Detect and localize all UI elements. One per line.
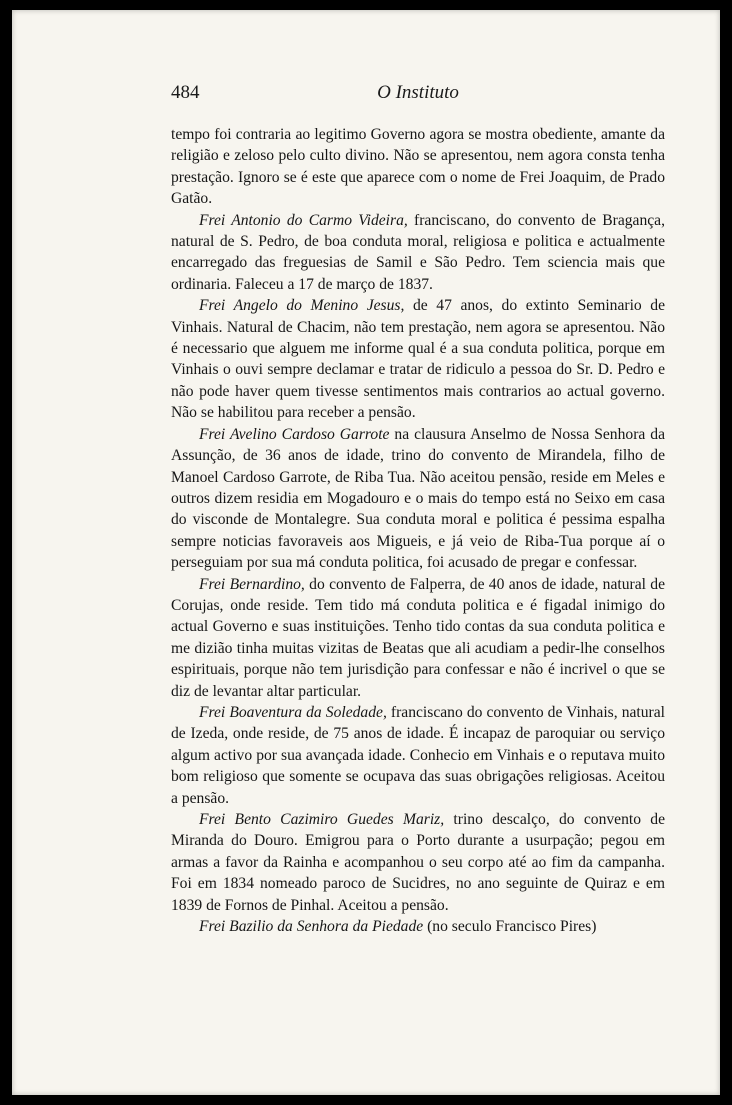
paragraph-text: na clausura Anselmo de Nossa Senhora da Assunção, de 36 anos de idade, trino do convento de Mirandela, filho de Manoel Cardoso Garrote, de Riba Tua. Não aceitou pensão, reside em Meles e outros dizem residia em Mogadouro e o mais do tempo está no Seixo em casa do visconde de Montalegre. Sua conduta moral e politica é pessima espalha sempre noticias favoraveis aos Migueis, e já veio de Riba-Tua porque aí o perseguiam por sua má conduta politica, foi acusado de pregar e confessar. — [171, 425, 665, 572]
friar-name: Frei Bento Cazimiro Guedes Mariz, — [199, 811, 445, 828]
paragraph — [171, 295, 665, 423]
friar-name: Frei Antonio do Carmo Videira, — [199, 211, 408, 229]
friar-name: Frei Bernardino, — [199, 575, 305, 593]
paragraph — [171, 124, 665, 210]
friar-name: Frei Bazilio da Senhora da Piedade — [199, 918, 424, 936]
paragraph-text: tempo foi contraria ao legitimo Governo agora se mostra obediente, amante da religião e zeloso pelo culto divino. Não se apresentou, nem agora consta tenha prestação. Ignoro se é este que aparece com o nome de Frei Joaquim, de Prado Gatão. — [171, 126, 665, 208]
friar-name: Frei Avelino Cardoso Garrote — [199, 425, 390, 443]
running-head: O Instituto — [377, 82, 459, 103]
paragraph — [171, 809, 665, 916]
friar-name: Frei Angelo do Menino Jesus, — [199, 297, 405, 315]
friar-name: Frei Boaventura da Soledade, — [199, 703, 387, 721]
paragraph — [171, 574, 665, 702]
paragraph — [171, 702, 665, 809]
paragraph — [171, 424, 665, 574]
paragraph — [171, 210, 665, 296]
paragraph-text: do convento de Falperra, de 40 anos de idade, natural de Corujas, onde reside. Tem tido má conduta politica e é figadal inimigo do actual Governo e suas instituições. Tenho tido contas da sua conduta politica e me dizião tinha muitas vizitas de Beatas que ali acudiam a pedir-lhe conselhos espirituais, porque não tem jurisdição para confessar e não é incrivel o que se diz de levantar altar particular. — [171, 575, 666, 700]
scanned-page — [12, 10, 720, 1095]
paragraph-text: de 47 anos, do extinto Seminario de Vinhais. Natural de Chacim, não tem prestação, nem agora se apresentou. Não é necessario que alguem me informe qual é a sua conduta politica, porque em Vinhais o ouvi sempre declamar e tratar de ridiculo a pessoa do Sr. D. Pedro e não pode haver quem tivesse sentimentos mais contrarios ao actual governo. Não se habilitou para receber a pensão. — [171, 297, 665, 422]
paragraph-text: trino descalço, do convento de Miranda do Douro. Emigrou para o Porto durante a usurpação; pegou em armas a favor da Rainha e acompanhou o seu corpo até ao fim da campanha. Foi em 1834 nomeado paroco de Sucidres, no ano seguinte de Quiraz e em 1839 de Fornos de Pinhal. Aceitou a pensão. — [171, 811, 665, 914]
page-header — [171, 82, 665, 108]
body-text — [171, 124, 665, 937]
paragraph-text: franciscano, do convento de Bragança, natural de S. Pedro, de boa conduta moral, religiosa e politica e actualmente encarregado das freguesias de Samil e São Pedro. Tem sciencia mais que ordinaria. Faleceu a 17 de março de 1837. — [171, 211, 666, 293]
paragraph-text: (no seculo Francisco Pires) — [423, 918, 597, 936]
paragraph-text: franciscano do convento de Vinhais, natural de Izeda, onde reside, de 75 anos de idade. É incapaz de paroquiar ou serviço algum activo por sua avançada idade. Conhecio em Vinhais e o reputava muito bom religioso que somente se ocupava das suas obrigações religiosas. Aceitou a pensão. — [171, 703, 665, 807]
paragraph — [171, 916, 665, 937]
page-number: 484 — [171, 82, 200, 103]
